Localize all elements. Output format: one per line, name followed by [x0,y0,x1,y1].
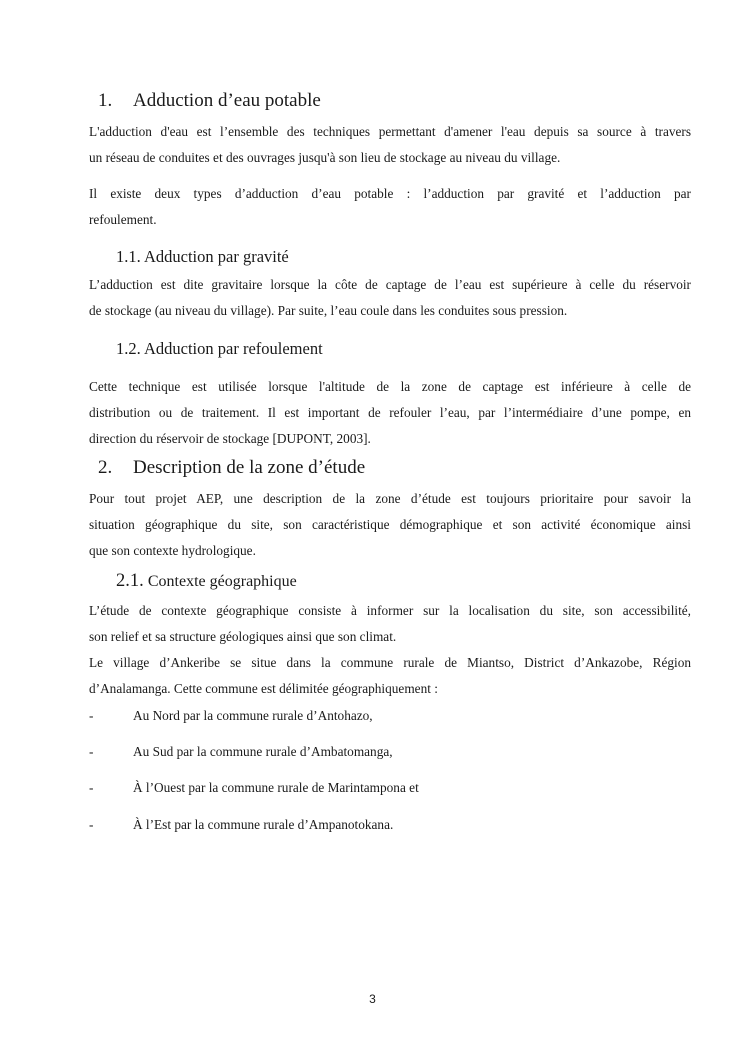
list-item [89,779,419,797]
text-line: un réseau de conduites et des ouvrages jusqu'à son lieu de stockage au niveau du village. [89,150,561,165]
subsection-1-2-paragraph [89,374,691,452]
subsection-1-2-title: Adduction par refoulement [143,339,323,358]
text-line: Le village d’Ankeribe se situe dans la commune rurale de Miantso, District d’Ankazobe, Région [89,655,691,670]
subsection-1-1-heading [116,247,289,267]
text-line: L’adduction est dite gravitaire lorsque la côte de captage de l’eau est supérieure à celle du réservoir [89,277,691,292]
text-line: que son contexte hydrologique. [89,543,256,558]
text-line: son relief et sa structure géologiques ainsi que son climat. [89,629,397,644]
section-2-number: 2. [98,457,113,478]
list-dash: - [89,708,94,723]
list-item [89,743,393,761]
subsection-1-1-title: Adduction par gravité [143,247,289,266]
list-dash: - [89,780,94,795]
text-line: situation géographique du site, son caractéristique démographique et son activité économique ainsi [89,517,691,532]
list-item-text: Au Nord par la commune rurale d’Antohazo, [133,708,373,723]
text-line: Il existe deux types d’adduction d’eau potable : l’adduction par gravité et l’adduction par [89,186,691,201]
section-1-number: 1. [98,90,113,111]
text-line: d’Analamanga. Cette commune est délimitée géographiquement : [89,681,438,696]
list-item [89,707,373,725]
page-number: 3 [369,992,376,1006]
text-line: distribution ou de traitement. Il est important de refouler l’eau, par l’intermédiaire d’une pompe, en [89,405,691,420]
list-item-text: À l’Ouest par la commune rurale de Marintampona et [133,780,419,795]
text-line: Pour tout projet AEP, une description de la zone d’étude est toujours prioritaire pour savoir la [89,491,691,506]
subsection-1-2-number: 1.2. [116,339,141,358]
subsection-2-1-number: 2.1. [116,571,144,591]
list-item-text: À l’Est par la commune rurale d’Ampanotokana. [133,817,394,832]
section-1-title: Adduction d’eau potable [133,90,321,111]
list-item-text: Au Sud par la commune rurale d’Ambatomanga, [133,744,393,759]
section-2-paragraph [89,486,691,564]
section-2-heading [98,457,365,479]
text-line: de stockage (au niveau du village). Par suite, l’eau coule dans les conduites sous pression. [89,303,568,318]
section-2-title: Description de la zone d’étude [133,457,366,478]
text-line: L’étude de contexte géographique consiste à informer sur la localisation du site, son accessibilité, [89,603,691,618]
subsection-2-1-paragraph-1 [89,598,691,650]
list-dash: - [89,817,94,832]
list-item [89,816,393,834]
subsection-2-1-paragraph-2 [89,650,691,702]
text-line: Cette technique est utilisée lorsque l'altitude de la zone de captage est inférieure à celle de [89,379,691,394]
text-line: refoulement. [89,212,157,227]
text-line: direction du réservoir de stockage [DUPONT, 2003]. [89,431,371,446]
subsection-1-1-paragraph [89,272,691,324]
subsection-2-1-heading [116,571,297,592]
subsection-1-2-heading [116,339,323,359]
subsection-2-1-title: Contexte géographique [147,573,297,590]
section-1-paragraph-2 [89,181,691,233]
subsection-1-1-number: 1.1. [116,247,141,266]
section-1-paragraph-1 [89,119,691,171]
section-1-heading [98,90,321,112]
text-line: L'adduction d'eau est l’ensemble des techniques permettant d'amener l'eau depuis sa source à travers [89,124,691,139]
list-dash: - [89,744,94,759]
